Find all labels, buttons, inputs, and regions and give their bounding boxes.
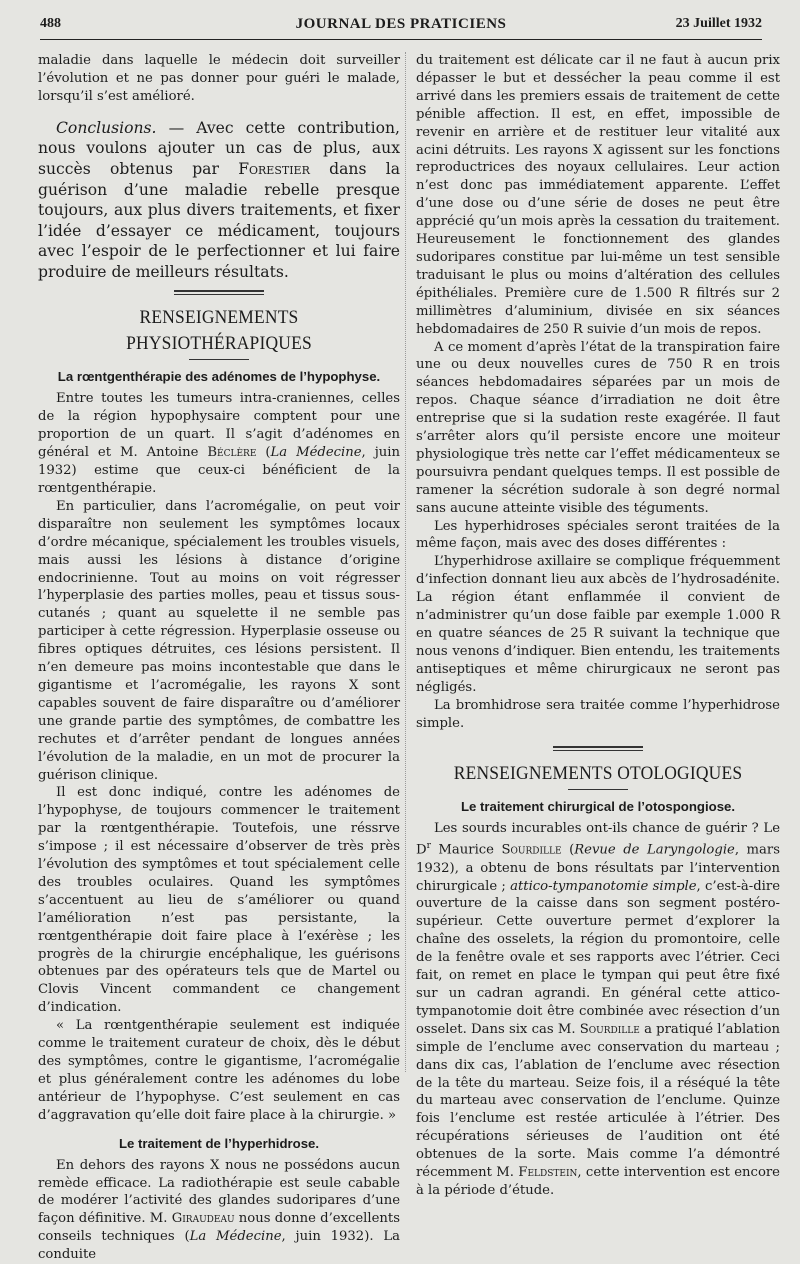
author-name: Feldstein <box>518 1165 578 1181</box>
article-title-otospongiose: Le traitement chirurgical de l’otospongiose. <box>460 799 736 815</box>
paragraph: L’hyperhidrose axillaire se complique fréquemment d’infection donnant lieu aux abcès de l’hydrosadénite. La région étant enflammée il convient de n’administrer qu’un dose faible par exemple 1.000 R en quatre séances de 25 R suivant la technique que nous venons d’indiquer. Bien entendu, les traitements antiseptiques et même chirurgicaux ne seront pas négligés. <box>416 554 780 695</box>
journal-title: JOURNAL DES PRATICIENS <box>295 16 507 32</box>
author-name: Giraudeau <box>171 1211 235 1227</box>
header-rule <box>40 39 762 40</box>
running-header <box>40 16 762 38</box>
paragraph: A ce moment d’après l’état de la transpiration faire une ou deux nouvelles cures de 750 R en trois séances hebdomadaires séparées par un mois de repos. Chaque séance d’irradiation ne doit être entreprise que si la sudation reste exagérée. Il faut s’arrêter alors qu’il persiste encore une moiteur physiologique très nette car l’effet médicamenteux se poursuivra pendant quelques temps. Il est possible de ramener la sécrétion sudorale à son degré normal sans aucune atteinte visible des téguments. <box>416 339 780 516</box>
paragraph: du traitement est délicate car il ne faut à aucun prix dépasser le but et dessécher la peau comme il est arrivé dans les premiers essais de traitement de cette pénible affection. Il est, en effet, impossible de revenir en arrière et de restituer leur vitalité aux acini détruits. Les rayons X agissent sur les fonctions reproductrices des noyaux cellulaires. Leur action n’est donc pas immédiatement apparente. L’effet d’une dose ou d’une série de doses ne peut être apprécié qu’un mois après la cessation du traitement. Heureusement le fonctionnement des glandes sudoripares constitue par lui-même un test sensible traduisant le plus ou moins d’altération des cellules épithéliales. Première cure de 1.500 R filtrés sur 2 millimètres d’aluminium, divisée en six séances hebdomadaires de 250 R suivie d’un mois de repos. <box>416 53 780 337</box>
conclusions-label: Conclusions. <box>56 118 157 137</box>
author-name: Sourdille <box>579 1021 640 1037</box>
quote-paragraph: « La rœntgenthérapie seulement est indiquée comme le traitement curateur de choix, dès le début des symptômes, contre le gigantisme, l’acromégalie et plus généralement contre les adénomes du lobe antérieur de l’hypophyse. C’est seulement en cas d’aggravation qu’elle doit faire place à la chirurgie. » <box>38 1018 400 1123</box>
source-title: La Médecine <box>270 445 362 461</box>
column-divider <box>405 52 406 1072</box>
procedure-term: attico-tympanotomie simple <box>510 878 697 894</box>
paragraph: En dehors des rayons X nous ne possédons aucun remède efficace. La radiothérapie est seule cabable de modérer l’activité des glandes sudoripares d’une façon définitive. M. Giraudeau nous donne d’excellents conseils techniques (La Médecine, juin 1932). La conduite <box>38 1157 400 1263</box>
left-column <box>38 52 400 1264</box>
section-subrule <box>568 789 628 790</box>
author-name: Béclère <box>207 445 257 461</box>
section-rule <box>174 290 264 295</box>
article-title-hypophyse: La rœntgenthérapie des adénomes de l’hypophyse. <box>57 369 381 385</box>
source-title: La Médecine <box>189 1229 282 1245</box>
page-number: 488 <box>40 16 61 31</box>
right-column <box>416 52 780 1200</box>
paragraph: Les hyperhidroses spéciales seront traitées de la même façon, mais avec des doses différentes : <box>416 518 780 552</box>
author-name: Sourdille <box>501 842 562 858</box>
paragraph: La bromhidrose sera traitée comme l’hyperhidrose simple. <box>416 697 780 731</box>
paragraph: En particulier, dans l’acromégalie, on peut voir disparaître non seulement les symptômes locaux d’ordre mécanique, spécialement les troubles visuels, mais aussi les lésions à distance d’origine endocrinienne. Tout au moins on voit régresser l’hyperplasie des parties molles, peau et tissus sous-cutanés ; quant au squelette il ne semble pas participer à cette régression. Hyperplasie osseuse ou fibres optiques détruites, ces lésions persistent. Il n’en demeure pas moins incontestable que dans le gigantisme et l’acromégalie, les rayons X sont capables souvent de faire disparaître ou d’améliorer une grande partie des symptômes, de combattre les rechutes et d’arrêter pendant de longues années l’évolution de la maladie, en un mot de procurer la guérison clinique. <box>38 498 400 783</box>
intro-paragraph: maladie dans laquelle le médecin doit surveiller l’évolution et ne pas donner pour guéri le malade, lorsqu’il s’est amélioré. <box>38 53 400 104</box>
paragraph: Les sourds incurables ont-ils chance de guérir ? Le $D^r$ Maurice Sourdille (Revue de Laryngologie, mars 1932), a obtenu de bons résultats par l’intervention chirurgicale ; attico-tympanotomie simple, c’est-à-dire ouverture de la caisse dans son segment postéro-supérieur. Cette ouverture permet d’explorer la chaîne des osselets, la région du promontoire, celle de la fenêtre ovale et ses rapports avec l’étrier. Ceci fait, on remet en place le tympan qui peut être fixé sur un cadran agrandi. En général cette attico-tympanotomie doit être combinée avec résection d’un osselet. Dans six cas M. Sourdille a pratiqué l’ablation simple de l’enclume avec conservation du marteau ; dans dix cas, l’ablation de l’enclume avec résection de la tête du marteau. Seize fois, il a réséqué la tête du marteau avec conservation de l’enclume. Quinze fois l’enclume est restée articulée à l’étrier. Des récupérations sérieuses de l’audition ont été obtenues de la sorte. Mais comme l’a démontré récemment M. Feldstein, cette intervention est encore à la période d’étude. <box>416 821 780 1198</box>
issue-date: 23 Juillet 1932 <box>675 16 762 31</box>
section-heading-physio: RENSEIGNEMENTS PHYSIOTHÉRAPIQUES <box>126 307 312 355</box>
section-rule <box>553 746 643 751</box>
section-subrule <box>189 359 249 360</box>
paragraph: Entre toutes les tumeurs intra-craniennes, celles de la région hypophysaire comptent pour une proportion de un quart. Il s’agit d’adénomes en général et M. Antoine Béclère (La Médecine, juin 1932) estime que ceux-ci bénéficient de la rœntgenthérapie. <box>38 391 400 496</box>
section-heading-otologiques: RENSEIGNEMENTS OTOLOGIQUES <box>453 763 743 785</box>
conclusions-paragraph: Conclusions. — Avec cette contribution, nous voulons ajouter un cas de plus, aux succès obtenus par Forestier dans la guérison d’une maladie rebelle presque toujours, aux plus divers traitements, et fixer l’idée d’essayer ce médicament, toujours avec l’espoir de le perfectionner et lui faire produire de meilleurs résultats. <box>38 118 400 281</box>
author-name: Forestier <box>238 159 310 178</box>
article-title-hyperhidrose: Le traitement de l’hyperhidrose. <box>118 1135 320 1151</box>
paragraph: Il est donc indiqué, contre les adénomes de l’hypophyse, de toujours commencer le traitement par la rœntgenthérapie. Toutefois, une réssrve s’impose ; il est nécessaire d’observer de très près l’évolution des symptômes et tout spécialement celle des troubles oculaires. Quand les symptômes s’accentuent au lieu de s’améliorer ou quand l’amélioration n’est pas persistante, la rœntgenthérapie doit faire place à l’exérèse ; les progrès de la chirurgie encéphalique, les guérisons obtenues par des opérateurs tels que de Martel ou Clovis Vincent commandent ce changement d’indication. <box>38 785 400 1016</box>
source-title: Revue de Laryngologie <box>574 842 735 858</box>
